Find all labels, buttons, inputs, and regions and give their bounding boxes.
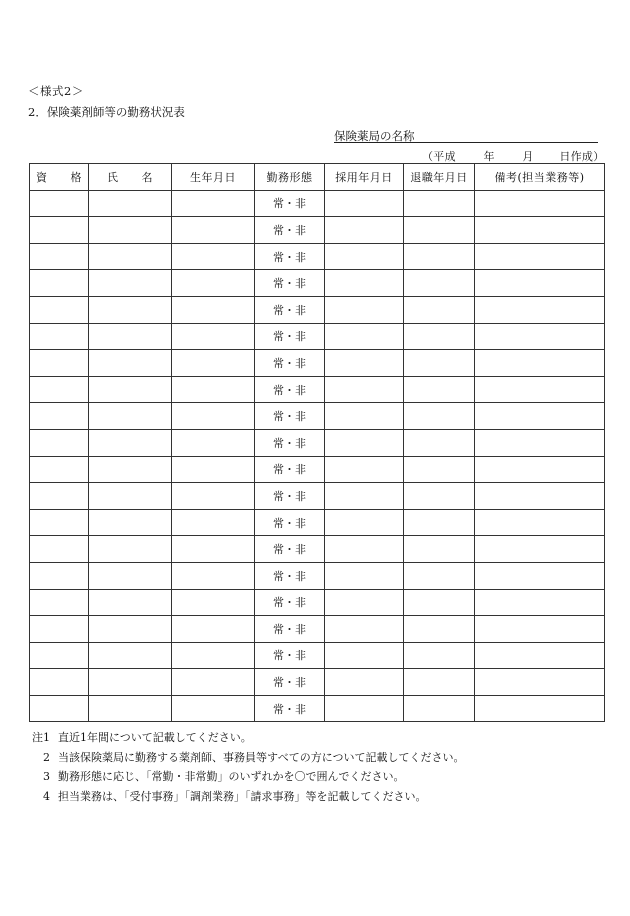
retirement-date-cell[interactable] (404, 562, 475, 589)
name-cell[interactable] (89, 296, 172, 323)
column-header-name: 氏 名 (89, 164, 172, 191)
date-open-label: （平成 (422, 150, 456, 163)
hire-date-cell[interactable] (325, 536, 404, 563)
note-item (28, 728, 465, 748)
qualification-cell[interactable] (30, 456, 89, 483)
column-header-remarks: 備考(担当業務等) (475, 164, 605, 191)
retirement-date-cell[interactable] (404, 270, 475, 297)
remarks-cell[interactable] (475, 536, 605, 563)
birthdate-cell[interactable] (172, 403, 255, 430)
name-cell[interactable] (89, 695, 172, 722)
remarks-cell[interactable] (475, 509, 605, 536)
employment-type-cell[interactable] (255, 483, 325, 510)
qualification-cell[interactable] (30, 509, 89, 536)
table-row (30, 483, 605, 510)
employment-type-choice: 常・非 (273, 676, 306, 690)
birthdate-cell[interactable] (172, 217, 255, 244)
qualification-cell[interactable] (30, 217, 89, 244)
remarks-cell[interactable] (475, 323, 605, 350)
table-row (30, 217, 605, 244)
retirement-date-cell[interactable] (404, 376, 475, 403)
birthdate-cell[interactable] (172, 669, 255, 696)
qualification-cell[interactable] (30, 562, 89, 589)
note-number: 注1 (32, 731, 50, 744)
employment-type-choice: 常・非 (273, 303, 306, 317)
employment-type-cell[interactable] (255, 669, 325, 696)
remarks-cell[interactable] (475, 616, 605, 643)
employment-type-choice: 常・非 (273, 569, 306, 583)
retirement-date-cell[interactable] (404, 296, 475, 323)
employment-type-cell[interactable] (255, 403, 325, 430)
birthdate-cell[interactable] (172, 456, 255, 483)
remarks-cell[interactable] (475, 642, 605, 669)
table-row (30, 270, 605, 297)
birthdate-cell[interactable] (172, 296, 255, 323)
qualification-cell[interactable] (30, 350, 89, 377)
name-cell[interactable] (89, 509, 172, 536)
table-row (30, 642, 605, 669)
document-title: 2．保険薬剤師等の勤務状況表 (28, 105, 185, 119)
employment-type-cell[interactable] (255, 536, 325, 563)
hire-date-cell[interactable] (325, 642, 404, 669)
retirement-date-cell[interactable] (404, 536, 475, 563)
employment-type-cell[interactable] (255, 296, 325, 323)
employment-type-choice: 常・非 (273, 702, 306, 716)
employment-type-choice: 常・非 (273, 543, 306, 557)
name-cell[interactable] (89, 642, 172, 669)
hire-date-cell[interactable] (325, 589, 404, 616)
table-row (30, 350, 605, 377)
table-row (30, 323, 605, 350)
hire-date-cell[interactable] (325, 669, 404, 696)
date-year-label: 年 (483, 150, 495, 163)
retirement-date-cell[interactable] (404, 456, 475, 483)
remarks-cell[interactable] (475, 243, 605, 270)
remarks-cell[interactable] (475, 669, 605, 696)
note-item (28, 748, 465, 768)
remarks-cell[interactable] (475, 190, 605, 217)
employment-type-cell[interactable] (255, 642, 325, 669)
notes-section (28, 728, 465, 806)
qualification-cell[interactable] (30, 323, 89, 350)
qualification-cell[interactable] (30, 695, 89, 722)
retirement-date-cell[interactable] (404, 190, 475, 217)
name-cell[interactable] (89, 190, 172, 217)
employment-type-choice: 常・非 (273, 516, 306, 530)
employment-type-cell[interactable] (255, 243, 325, 270)
retirement-date-cell[interactable] (404, 243, 475, 270)
remarks-cell[interactable] (475, 403, 605, 430)
birthdate-cell[interactable] (172, 616, 255, 643)
table-row (30, 616, 605, 643)
employment-type-choice: 常・非 (273, 622, 306, 636)
name-cell[interactable] (89, 270, 172, 297)
remarks-cell[interactable] (475, 483, 605, 510)
hire-date-cell[interactable] (325, 483, 404, 510)
table-row (30, 403, 605, 430)
birthdate-cell[interactable] (172, 562, 255, 589)
note-text: 担当業務は、「受付事務」「調剤業務」「請求事務」等を記載してください。 (58, 789, 427, 803)
retirement-date-cell[interactable] (404, 669, 475, 696)
remarks-cell[interactable] (475, 456, 605, 483)
employment-type-cell[interactable] (255, 323, 325, 350)
name-cell[interactable] (89, 403, 172, 430)
note-number: 2 (43, 750, 50, 764)
hire-date-cell[interactable] (325, 243, 404, 270)
qualification-cell[interactable] (30, 190, 89, 217)
qualification-cell[interactable] (30, 589, 89, 616)
column-header-hire-date: 採用年月日 (325, 164, 404, 191)
hire-date-cell[interactable] (325, 695, 404, 722)
table-row (30, 589, 605, 616)
birthdate-cell[interactable] (172, 376, 255, 403)
name-cell[interactable] (89, 323, 172, 350)
employment-type-cell[interactable] (255, 217, 325, 244)
employment-type-choice: 常・非 (273, 356, 306, 370)
name-cell[interactable] (89, 616, 172, 643)
name-cell[interactable] (89, 350, 172, 377)
birthdate-cell[interactable] (172, 270, 255, 297)
remarks-cell[interactable] (475, 270, 605, 297)
employment-type-choice: 常・非 (273, 410, 306, 424)
note-text: 勤務形態に応じ、「常勤・非常勤」のいずれかを〇で囲んでください。 (58, 770, 405, 783)
staff-work-status-table (29, 163, 605, 722)
employment-type-choice: 常・非 (273, 596, 306, 610)
employment-type-choice: 常・非 (273, 489, 306, 503)
qualification-cell[interactable] (30, 536, 89, 563)
table-header-row (30, 164, 605, 191)
hire-date-cell[interactable] (325, 429, 404, 456)
birthdate-cell[interactable] (172, 190, 255, 217)
birthdate-cell[interactable] (172, 483, 255, 510)
table-row (30, 243, 605, 270)
retirement-date-cell[interactable] (404, 642, 475, 669)
retirement-date-cell[interactable] (404, 509, 475, 536)
birthdate-cell[interactable] (172, 429, 255, 456)
name-cell[interactable] (89, 483, 172, 510)
hire-date-cell[interactable] (325, 190, 404, 217)
employment-type-cell[interactable] (255, 562, 325, 589)
note-item (28, 787, 465, 807)
birthdate-cell[interactable] (172, 695, 255, 722)
retirement-date-cell[interactable] (404, 350, 475, 377)
column-header-employment-type: 勤務形態 (255, 164, 325, 191)
table-row (30, 296, 605, 323)
hire-date-cell[interactable] (325, 403, 404, 430)
birthdate-cell[interactable] (172, 509, 255, 536)
note-item (28, 767, 465, 787)
remarks-cell[interactable] (475, 296, 605, 323)
name-cell[interactable] (89, 589, 172, 616)
creation-date-line (422, 148, 605, 164)
employment-type-choice: 常・非 (273, 250, 306, 264)
employment-type-choice: 常・非 (273, 197, 306, 211)
table-body (30, 190, 605, 722)
birthdate-cell[interactable] (172, 589, 255, 616)
name-cell[interactable] (89, 217, 172, 244)
qualification-cell[interactable] (30, 376, 89, 403)
employment-type-choice: 常・非 (273, 277, 306, 291)
retirement-date-cell[interactable] (404, 589, 475, 616)
birthdate-cell[interactable] (172, 243, 255, 270)
employment-type-choice: 常・非 (273, 649, 306, 663)
table-row (30, 190, 605, 217)
table-row (30, 429, 605, 456)
qualification-cell[interactable] (30, 403, 89, 430)
date-close-label: 日作成） (559, 150, 605, 163)
hire-date-cell[interactable] (325, 323, 404, 350)
retirement-date-cell[interactable] (404, 403, 475, 430)
employment-type-cell[interactable] (255, 429, 325, 456)
name-cell[interactable] (89, 243, 172, 270)
qualification-cell[interactable] (30, 296, 89, 323)
retirement-date-cell[interactable] (404, 323, 475, 350)
employment-type-choice: 常・非 (273, 463, 306, 477)
hire-date-cell[interactable] (325, 456, 404, 483)
employment-type-choice: 常・非 (273, 383, 306, 397)
name-cell[interactable] (89, 456, 172, 483)
retirement-date-cell[interactable] (404, 483, 475, 510)
birthdate-cell[interactable] (172, 323, 255, 350)
table-row (30, 669, 605, 696)
qualification-cell[interactable] (30, 270, 89, 297)
remarks-cell[interactable] (475, 376, 605, 403)
employment-type-cell[interactable] (255, 616, 325, 643)
employment-type-cell[interactable] (255, 509, 325, 536)
note-text: 直近1年間について記載してください。 (58, 731, 252, 744)
table-row (30, 695, 605, 722)
table-row (30, 509, 605, 536)
hire-date-cell[interactable] (325, 509, 404, 536)
employment-type-cell[interactable] (255, 589, 325, 616)
table-row (30, 562, 605, 589)
qualification-cell[interactable] (30, 243, 89, 270)
employment-type-cell[interactable] (255, 456, 325, 483)
remarks-cell[interactable] (475, 350, 605, 377)
note-text: 当該保険薬局に勤務する薬剤師、事務員等すべての方について記載してください。 (58, 750, 465, 764)
remarks-cell[interactable] (475, 562, 605, 589)
date-month-label: 月 (522, 150, 534, 163)
employment-type-cell[interactable] (255, 270, 325, 297)
hire-date-cell[interactable] (325, 562, 404, 589)
hire-date-cell[interactable] (325, 296, 404, 323)
employment-type-choice: 常・非 (273, 223, 306, 237)
hire-date-cell[interactable] (325, 217, 404, 244)
employment-type-choice: 常・非 (273, 436, 306, 450)
name-cell[interactable] (89, 429, 172, 456)
qualification-cell[interactable] (30, 669, 89, 696)
retirement-date-cell[interactable] (404, 429, 475, 456)
name-cell[interactable] (89, 376, 172, 403)
column-header-birthdate: 生年月日 (172, 164, 255, 191)
qualification-cell[interactable] (30, 429, 89, 456)
remarks-cell[interactable] (475, 695, 605, 722)
column-header-qualification: 資 格 (30, 164, 89, 191)
hire-date-cell[interactable] (325, 350, 404, 377)
name-cell[interactable] (89, 562, 172, 589)
name-cell[interactable] (89, 536, 172, 563)
retirement-date-cell[interactable] (404, 695, 475, 722)
note-number: 3 (43, 770, 50, 783)
birthdate-cell[interactable] (172, 642, 255, 669)
remarks-cell[interactable] (475, 429, 605, 456)
pharmacy-name-label: 保険薬局の名称 (334, 129, 415, 143)
hire-date-cell[interactable] (325, 616, 404, 643)
pharmacy-name-field[interactable] (334, 128, 598, 143)
table-row (30, 376, 605, 403)
employment-type-cell[interactable] (255, 350, 325, 377)
remarks-cell[interactable] (475, 217, 605, 244)
name-cell[interactable] (89, 669, 172, 696)
employment-type-choice: 常・非 (273, 330, 306, 344)
hire-date-cell[interactable] (325, 270, 404, 297)
employment-type-cell[interactable] (255, 695, 325, 722)
remarks-cell[interactable] (475, 589, 605, 616)
table-row (30, 536, 605, 563)
form-id: ＜様式2＞ (28, 84, 84, 98)
birthdate-cell[interactable] (172, 536, 255, 563)
note-number: 4 (43, 789, 50, 803)
table-row (30, 456, 605, 483)
qualification-cell[interactable] (30, 616, 89, 643)
qualification-cell[interactable] (30, 642, 89, 669)
hire-date-cell[interactable] (325, 376, 404, 403)
employment-type-cell[interactable] (255, 190, 325, 217)
column-header-retirement-date: 退職年月日 (404, 164, 475, 191)
retirement-date-cell[interactable] (404, 217, 475, 244)
retirement-date-cell[interactable] (404, 616, 475, 643)
qualification-cell[interactable] (30, 483, 89, 510)
birthdate-cell[interactable] (172, 350, 255, 377)
employment-type-cell[interactable] (255, 376, 325, 403)
